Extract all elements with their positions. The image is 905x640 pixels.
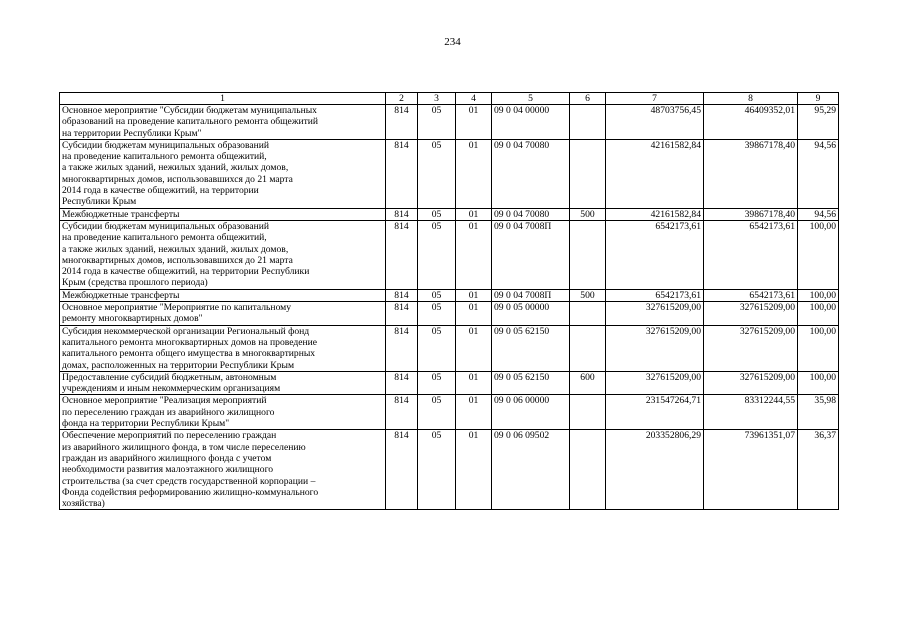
header-col-2: 2: [386, 93, 418, 105]
row-planned: 231547264,71: [606, 395, 704, 430]
table-row: [60, 289, 839, 301]
row-name: Межбюджетные трансферты: [60, 289, 386, 301]
row-percent: 36,37: [798, 430, 839, 510]
row-percent: 100,00: [798, 220, 839, 289]
row-planned: 48703756,45: [606, 105, 704, 140]
row-section: 05: [418, 371, 456, 395]
row-percent: 94,56: [798, 139, 839, 208]
row-name: Субсидии бюджетам муниципальных образований на проведение капитального ремонта общежитий, а также жилых зданий, нежилых зданий, жилых домов, многоквартирных домов, использовавшихся до 21 марта 2014 года в качестве общежитий, на территории Республики Крым: [60, 139, 386, 208]
row-subsection: 01: [456, 208, 492, 220]
row-name: Субсидия некоммерческой организации Региональный фонд капитального ремонта многоквартирных домов на проведение капитального ремонта общего имущества в многоквартирных домах, расположенных на территории Республики Крым: [60, 325, 386, 371]
row-section: 05: [418, 430, 456, 510]
row-executed: 327615209,00: [704, 302, 798, 326]
row-expense: 500: [570, 208, 606, 220]
row-ministry: 814: [386, 139, 418, 208]
row-name: Предоставление субсидий бюджетным, автономным учреждениям и иным некоммерческим организациям: [60, 371, 386, 395]
row-section: 05: [418, 105, 456, 140]
row-expense: 600: [570, 371, 606, 395]
header-col-1: 1: [60, 93, 386, 105]
header-col-6: 6: [570, 93, 606, 105]
row-expense: [570, 302, 606, 326]
row-target: 09 0 05 62150: [492, 371, 570, 395]
row-target: 09 0 04 70080: [492, 139, 570, 208]
page-number: 234: [444, 36, 461, 48]
row-subsection: 01: [456, 220, 492, 289]
row-planned: 327615209,00: [606, 371, 704, 395]
row-name: Основное мероприятие "Реализация мероприятий по переселению граждан из аварийного жилищного фонда на территории Республики Крым": [60, 395, 386, 430]
budget-table: [59, 92, 839, 510]
table-row: [60, 302, 839, 326]
table-row: [60, 105, 839, 140]
row-expense: [570, 430, 606, 510]
row-percent: 95,29: [798, 105, 839, 140]
table-header: [60, 93, 839, 105]
row-ministry: 814: [386, 289, 418, 301]
row-percent: 35,98: [798, 395, 839, 430]
row-section: 05: [418, 208, 456, 220]
row-target: 09 0 04 00000: [492, 105, 570, 140]
row-target: 09 0 06 00000: [492, 395, 570, 430]
row-section: 05: [418, 139, 456, 208]
header-col-8: 8: [704, 93, 798, 105]
table-row: [60, 220, 839, 289]
table-row: [60, 395, 839, 430]
row-subsection: 01: [456, 395, 492, 430]
row-ministry: 814: [386, 430, 418, 510]
row-percent: 100,00: [798, 371, 839, 395]
row-planned: 6542173,61: [606, 289, 704, 301]
row-target: 09 0 04 7008П: [492, 220, 570, 289]
header-col-3: 3: [418, 93, 456, 105]
row-name: Основное мероприятие "Субсидии бюджетам муниципальных образований на проведение капитального ремонта общежитий на территории Республики Крым": [60, 105, 386, 140]
table-row: [60, 371, 839, 395]
row-executed: 73961351,07: [704, 430, 798, 510]
row-subsection: 01: [456, 371, 492, 395]
row-executed: 46409352,01: [704, 105, 798, 140]
row-subsection: 01: [456, 325, 492, 371]
row-expense: [570, 105, 606, 140]
row-name: Субсидии бюджетам муниципальных образований на проведение капитального ремонта общежитий, а также жилых зданий, нежилых зданий, жилых домов, многоквартирных домов, использовавшихся до 21 марта 2014 года в качестве общежитий, на территории Республики Крым (средства прошлого периода): [60, 220, 386, 289]
row-executed: 6542173,61: [704, 220, 798, 289]
row-planned: 42161582,84: [606, 208, 704, 220]
row-ministry: 814: [386, 371, 418, 395]
header-col-4: 4: [456, 93, 492, 105]
row-expense: [570, 220, 606, 289]
row-ministry: 814: [386, 395, 418, 430]
table-row: [60, 208, 839, 220]
row-executed: 327615209,00: [704, 371, 798, 395]
row-planned: 203352806,29: [606, 430, 704, 510]
row-section: 05: [418, 302, 456, 326]
row-target: 09 0 05 00000: [492, 302, 570, 326]
row-target: 09 0 05 62150: [492, 325, 570, 371]
row-section: 05: [418, 220, 456, 289]
row-percent: 100,00: [798, 325, 839, 371]
row-ministry: 814: [386, 302, 418, 326]
row-name: Обеспечение мероприятий по переселению граждан из аварийного жилищного фонда, в том числе переселению граждан из аварийного жилищного фонда с учетом необходимости развития малоэтажного жилищного строительства (за счет средств государственной корпорации – Фонда содействия реформированию жилищно-коммунального хозяйства): [60, 430, 386, 510]
row-executed: 39867178,40: [704, 139, 798, 208]
row-executed: 327615209,00: [704, 325, 798, 371]
row-ministry: 814: [386, 325, 418, 371]
header-col-5: 5: [492, 93, 570, 105]
row-target: 09 0 04 70080: [492, 208, 570, 220]
row-subsection: 01: [456, 139, 492, 208]
row-section: 05: [418, 289, 456, 301]
table-row: [60, 430, 839, 510]
row-target: 09 0 06 09502: [492, 430, 570, 510]
table-body: [60, 105, 839, 510]
row-planned: 327615209,00: [606, 302, 704, 326]
row-target: 09 0 04 7008П: [492, 289, 570, 301]
row-expense: [570, 395, 606, 430]
row-expense: [570, 139, 606, 208]
row-planned: 327615209,00: [606, 325, 704, 371]
row-executed: 83312244,55: [704, 395, 798, 430]
row-executed: 6542173,61: [704, 289, 798, 301]
header-col-7: 7: [606, 93, 704, 105]
table-row: [60, 139, 839, 208]
row-planned: 6542173,61: [606, 220, 704, 289]
header-row: [60, 93, 839, 105]
row-planned: 42161582,84: [606, 139, 704, 208]
row-subsection: 01: [456, 105, 492, 140]
row-name: Межбюджетные трансферты: [60, 208, 386, 220]
row-name: Основное мероприятие "Мероприятие по капитальному ремонту многоквартирных домов": [60, 302, 386, 326]
row-ministry: 814: [386, 105, 418, 140]
row-subsection: 01: [456, 289, 492, 301]
row-executed: 39867178,40: [704, 208, 798, 220]
row-section: 05: [418, 395, 456, 430]
row-percent: 100,00: [798, 302, 839, 326]
row-subsection: 01: [456, 430, 492, 510]
row-percent: 94,56: [798, 208, 839, 220]
row-subsection: 01: [456, 302, 492, 326]
row-ministry: 814: [386, 208, 418, 220]
row-percent: 100,00: [798, 289, 839, 301]
table-row: [60, 325, 839, 371]
row-section: 05: [418, 325, 456, 371]
row-expense: [570, 325, 606, 371]
header-col-9: 9: [798, 93, 839, 105]
row-ministry: 814: [386, 220, 418, 289]
row-expense: 500: [570, 289, 606, 301]
